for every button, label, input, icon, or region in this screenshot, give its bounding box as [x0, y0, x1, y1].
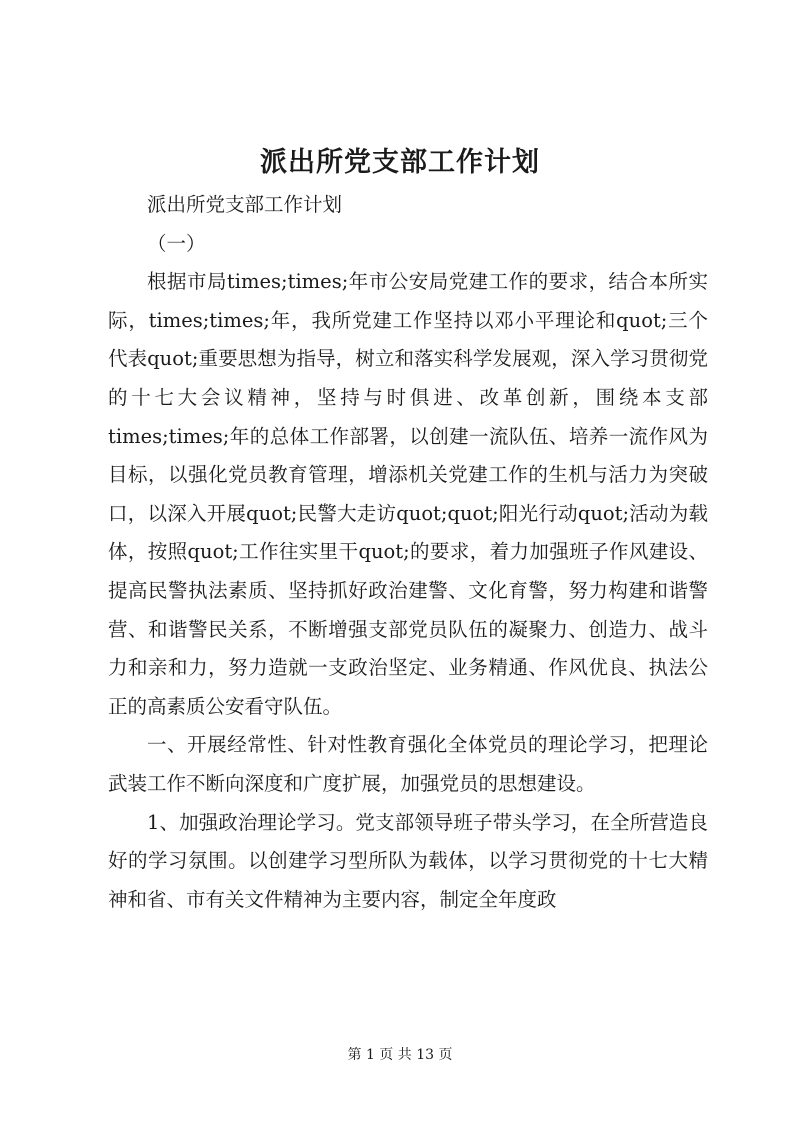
- section-mark: （一）: [147, 231, 206, 255]
- paragraph-item-one: 1、加强政治理论学习。党支部领导班子带头学习，在全所营造良好的学习氛围。以创建学习型所队为载体，以学习贯彻党的十七大精神和省、市有关文件精神为主要内容，制定全年度政: [108, 810, 708, 911]
- paragraph-section-one: 一、开展经常性、针对性教育强化全体党员的理论学习，把理论武装工作不断向深度和广度扩展，加强党员的思想建设。: [108, 733, 708, 795]
- document-title: 派出所党支部工作计划: [260, 147, 540, 178]
- paragraph-intro: 根据市局times;times;年市公安局党建工作的要求，结合本所实际，times;times;年，我所党建工作坚持以邓小平理论和quot;三个代表quot;重要思想为指导，树立和落实科学发展观，深入学习贯彻党的十七大会议精神，坚持与时俱进、改革创新，围绕本支部times;times;年的总体工作部署，以创建一流队伍、培养一流作风为目标，以强化党员教育管理，增添机关党建工作的生机与活力为突破口，以深入开展quot;民警大走访quot;quot;阳光行动quot;活动为载体，按照quot;工作往实里干quot;的要求，着力加强班子作风建设、提高民警执法素质、坚持抓好政治建警、文化育警，努力构建和谐警营、和谐警民关系，不断增强支部党员队伍的凝聚力、创造力、战斗力和亲和力，努力造就一支政治坚定、业务精通、作风优良、执法公正的高素质公安看守队伍。: [108, 270, 708, 718]
- subtitle-line: 派出所党支部工作计划: [147, 193, 343, 216]
- page-number-footer: 第 1 页 共 13 页: [347, 1047, 453, 1063]
- document-body: [108, 186, 708, 919]
